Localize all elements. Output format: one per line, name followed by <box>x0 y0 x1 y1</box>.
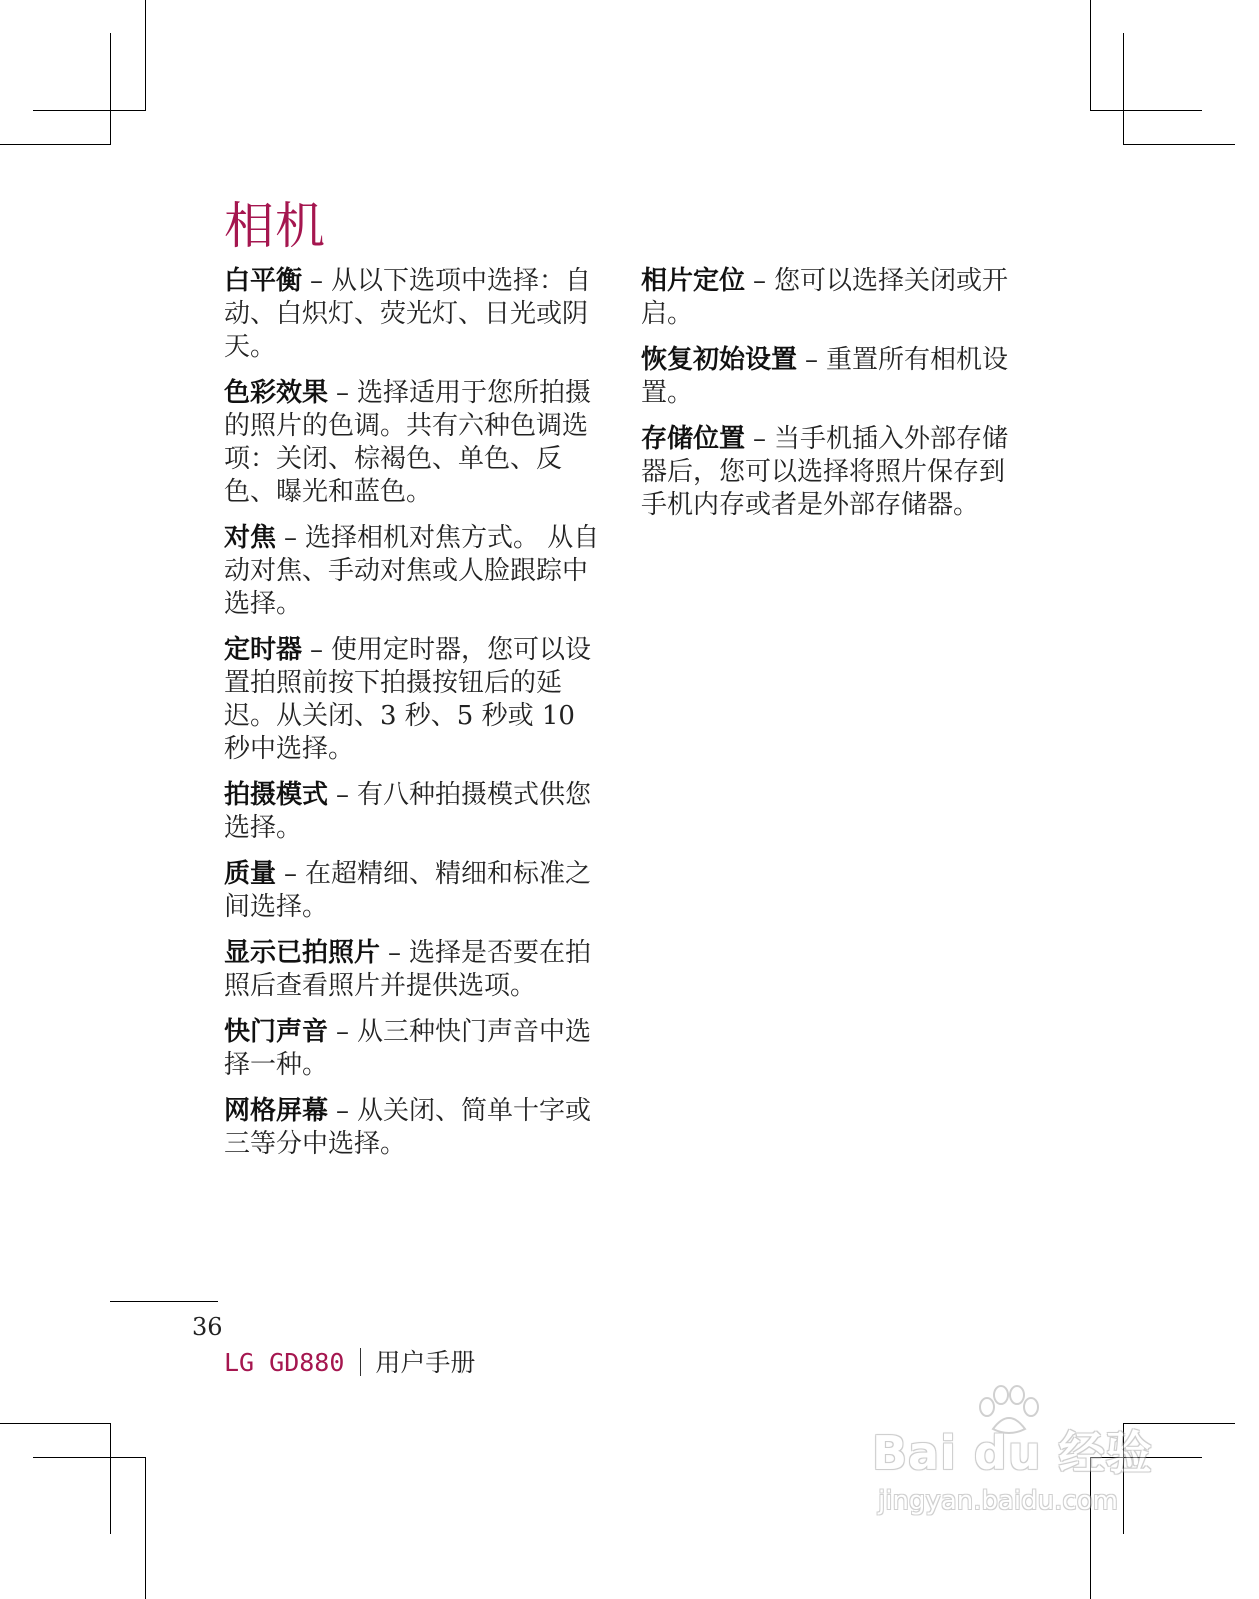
setting-entry <box>641 265 1026 331</box>
setting-description: 选择相机对焦方式。 从自动对焦、手动对焦或人脸跟踪中选择。 <box>224 523 600 619</box>
page-number: 36 <box>192 1313 223 1341</box>
separator: – <box>310 635 324 665</box>
setting-term: 对焦 <box>224 523 277 553</box>
setting-description: 从关闭、简单十字或三等分中选择。 <box>224 1096 592 1159</box>
setting-description: 有八种拍摄模式供您选择。 <box>224 780 592 843</box>
setting-term: 存储位置 <box>641 424 746 454</box>
footer <box>224 1346 475 1380</box>
setting-term: 白平衡 <box>224 266 303 296</box>
setting-term: 拍摄模式 <box>224 780 329 810</box>
setting-description: 您可以选择关闭或开启。 <box>641 266 1009 329</box>
right-column <box>641 265 1026 535</box>
crop-mark <box>33 1457 145 1458</box>
crop-mark <box>0 1423 111 1424</box>
setting-description: 从以下选项中选择：自动、白炽灯、荧光灯、日光或阴天。 <box>224 266 592 362</box>
setting-description: 从三种快门声音中选择一种。 <box>224 1017 592 1080</box>
separator: – <box>284 523 298 553</box>
crop-mark <box>1090 110 1202 111</box>
setting-entry <box>224 1016 609 1082</box>
crop-mark <box>0 144 111 145</box>
setting-entry <box>224 937 609 1003</box>
crop-mark <box>1123 33 1124 144</box>
left-column <box>224 265 609 1174</box>
crop-mark <box>110 1423 111 1534</box>
crop-mark <box>145 0 146 111</box>
setting-term: 网格屏幕 <box>224 1096 329 1126</box>
watermark-brand: Bai du 经验 <box>872 1426 1153 1480</box>
separator: – <box>336 780 350 810</box>
crop-mark <box>1123 144 1235 145</box>
separator: – <box>805 345 819 375</box>
separator: – <box>310 266 324 296</box>
setting-description: 使用定时器，您可以设置拍照前按下拍摄按钮后的延迟。从关闭、3 秒、5 秒或 10 秒中选择。 <box>224 635 592 764</box>
crop-mark <box>110 33 111 144</box>
setting-entry <box>224 634 609 766</box>
setting-term: 色彩效果 <box>224 378 329 408</box>
page-title: 相机 <box>224 197 326 255</box>
setting-entry <box>641 344 1026 410</box>
footer-divider <box>360 1348 361 1376</box>
separator: – <box>284 859 298 889</box>
setting-entry <box>224 779 609 845</box>
setting-description: 在超精细、精细和标准之间选择。 <box>224 859 592 922</box>
separator: – <box>753 266 767 296</box>
baidu-watermark <box>872 1385 1172 1525</box>
footer-manual-title: 用户手册 <box>375 1348 476 1377</box>
separator: – <box>336 1017 350 1047</box>
crop-mark <box>1090 0 1091 111</box>
setting-entry <box>224 1095 609 1161</box>
setting-entry <box>224 377 609 509</box>
crop-mark <box>33 110 145 111</box>
watermark-url: jingyan.baidu.com <box>878 1486 1118 1516</box>
setting-term: 显示已拍照片 <box>224 938 381 968</box>
separator: – <box>388 938 402 968</box>
separator: – <box>336 378 350 408</box>
setting-description: 选择是否要在拍照后查看照片并提供选项。 <box>224 938 592 1001</box>
setting-description: 选择适用于您所拍摄的照片的色调。共有六种色调选项：关闭、棕褐色、单色、反色、曝光和蓝色。 <box>224 378 592 507</box>
setting-description: 当手机插入外部存储器后，您可以选择将照片保存到手机内存或者是外部存储器。 <box>641 424 1009 520</box>
setting-term: 定时器 <box>224 635 303 665</box>
setting-term: 相片定位 <box>641 266 746 296</box>
setting-entry <box>224 522 609 621</box>
crop-mark <box>145 1457 146 1599</box>
setting-term: 质量 <box>224 859 277 889</box>
footer-model: LG GD880 <box>224 1348 345 1377</box>
setting-entry <box>641 423 1026 522</box>
separator: – <box>336 1096 350 1126</box>
setting-description: 重置所有相机设置。 <box>641 345 1009 408</box>
setting-entry <box>224 858 609 924</box>
setting-term: 快门声音 <box>224 1017 329 1047</box>
setting-entry <box>224 265 609 364</box>
separator: – <box>753 424 767 454</box>
footer-rule <box>110 1301 218 1302</box>
setting-term: 恢复初始设置 <box>641 345 798 375</box>
